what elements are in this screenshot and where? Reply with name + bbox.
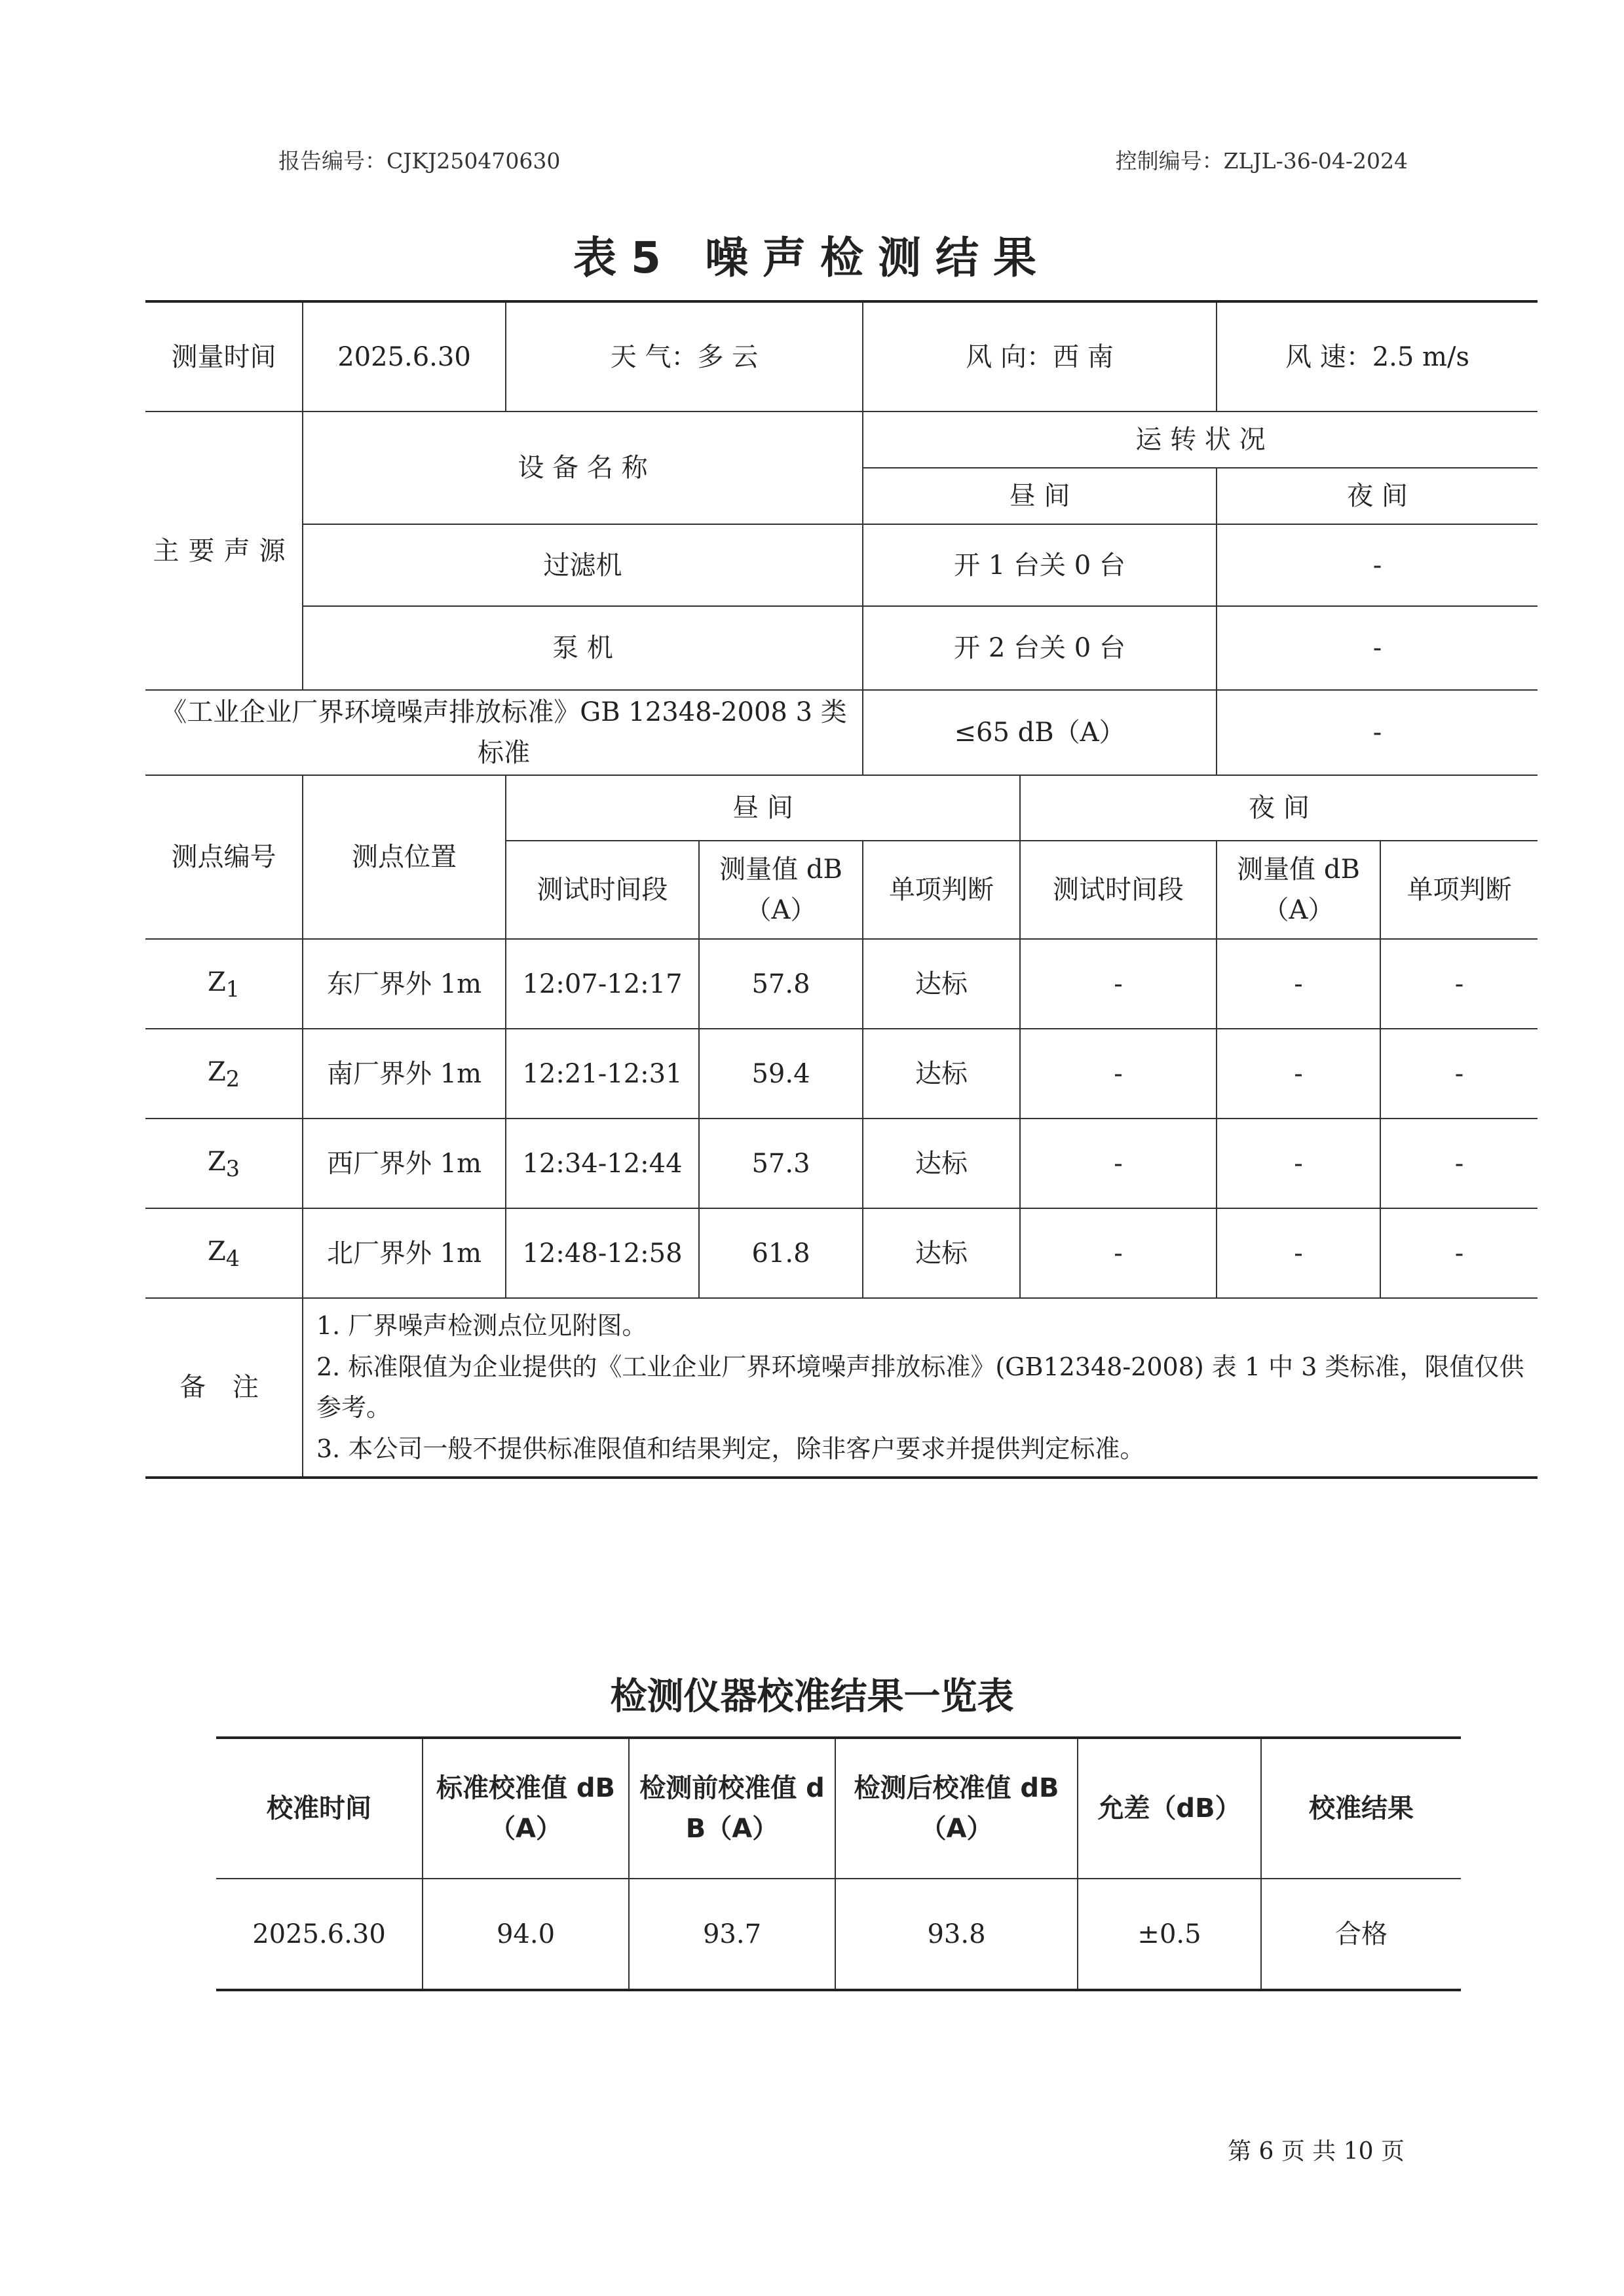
calibration-date: 2025.6.30 <box>216 1879 423 1990</box>
device-name-label: 设 备 名 称 <box>303 411 863 524</box>
device-day-status: 开 1 台关 0 台 <box>863 524 1217 606</box>
standard-label: 《工业企业厂界环境噪声排放标准》GB 12348-2008 3 类标准 <box>145 690 863 775</box>
day-time: 12:48-12:58 <box>506 1208 699 1298</box>
table-row <box>145 1119 1538 1208</box>
col-night-judge: 单项判断 <box>1380 841 1538 939</box>
point-no-sub: 4 <box>225 1245 240 1271</box>
night-group-header: 夜 间 <box>1020 775 1538 841</box>
col-post-value: 检测后校准值 dB（A） <box>835 1738 1078 1879</box>
point-no-main: Z <box>207 966 226 997</box>
weather: 天 气：多 云 <box>506 301 863 411</box>
col-point-location: 测点位置 <box>303 775 506 939</box>
device-name: 泵 机 <box>303 606 863 690</box>
col-tolerance: 允差（dB） <box>1078 1738 1261 1879</box>
post-value: 93.8 <box>835 1879 1078 1990</box>
device-day-status: 开 2 台关 0 台 <box>863 606 1217 690</box>
col-pre-value: 检测前校准值 dB（A） <box>629 1738 835 1879</box>
noise-table-title: 表5 噪声检测结果 <box>573 233 1051 283</box>
night-time: - <box>1020 1208 1217 1298</box>
night-judge: - <box>1380 1119 1538 1208</box>
night-value: - <box>1217 939 1380 1029</box>
point-location: 南厂界外 1m <box>303 1029 506 1119</box>
control-number: 控制编号：ZLJL-36-04-2024 <box>1115 148 1408 174</box>
device-night-status: - <box>1217 524 1538 606</box>
run-status-day: 昼 间 <box>863 468 1217 524</box>
day-group-header: 昼 间 <box>506 775 1020 841</box>
wind-direction: 风 向：西 南 <box>863 301 1217 411</box>
night-value: - <box>1217 1119 1380 1208</box>
table-row <box>145 939 1538 1029</box>
remark-item: 1. 厂界噪声检测点位见附图。 <box>316 1311 647 1340</box>
meas-date: 2025.6.30 <box>303 301 506 411</box>
page-number: 第 6 页 共 10 页 <box>1228 2138 1405 2165</box>
night-value: - <box>1217 1029 1380 1119</box>
remarks-content <box>303 1298 1538 1478</box>
point-location: 西厂界外 1m <box>303 1119 506 1208</box>
point-location: 东厂界外 1m <box>303 939 506 1029</box>
col-result: 校准结果 <box>1261 1738 1461 1879</box>
point-location: 北厂界外 1m <box>303 1208 506 1298</box>
point-no <box>145 939 303 1029</box>
day-value: 59.4 <box>699 1029 863 1119</box>
day-time: 12:21-12:31 <box>506 1029 699 1119</box>
col-night-time: 测试时间段 <box>1020 841 1217 939</box>
day-judge: 达标 <box>863 1029 1020 1119</box>
point-no <box>145 1208 303 1298</box>
pre-value: 93.7 <box>629 1879 835 1990</box>
col-day-judge: 单项判断 <box>863 841 1020 939</box>
calibration-result: 合格 <box>1261 1879 1461 1990</box>
day-time: 12:07-12:17 <box>506 939 699 1029</box>
day-judge: 达标 <box>863 1208 1020 1298</box>
calibration-table-title: 检测仪器校准结果一览表 <box>610 1675 1014 1718</box>
remark-item: 2. 标准限值为企业提供的《工业企业厂界环境噪声排放标准》(GB12348-2008) 表 1 中 3 类标准，限值仅供参考。 <box>316 1352 1524 1423</box>
point-no-main: Z <box>207 1146 226 1177</box>
meas-time-label: 测量时间 <box>145 301 303 411</box>
remarks-label: 备 注 <box>145 1298 303 1478</box>
point-no-main: Z <box>207 1236 226 1267</box>
noise-result-table <box>145 300 1538 1479</box>
run-status-night: 夜 间 <box>1217 468 1538 524</box>
col-day-value: 测量值 dB（A） <box>699 841 863 939</box>
col-day-time: 测试时间段 <box>506 841 699 939</box>
day-judge: 达标 <box>863 939 1020 1029</box>
device-name: 过滤机 <box>303 524 863 606</box>
table-row <box>145 1029 1538 1119</box>
day-value: 57.3 <box>699 1119 863 1208</box>
day-value: 61.8 <box>699 1208 863 1298</box>
night-judge: - <box>1380 1208 1538 1298</box>
main-source-label: 主要声源 <box>145 411 303 690</box>
night-time: - <box>1020 1029 1217 1119</box>
point-no <box>145 1119 303 1208</box>
night-value: - <box>1217 1208 1380 1298</box>
col-point-no: 测点编号 <box>145 775 303 939</box>
col-night-value: 测量值 dB（A） <box>1217 841 1380 939</box>
standard-night-limit: - <box>1217 690 1538 775</box>
device-night-status: - <box>1217 606 1538 690</box>
run-status-label: 运 转 状 况 <box>863 411 1538 468</box>
day-time: 12:34-12:44 <box>506 1119 699 1208</box>
table-row <box>216 1879 1461 1990</box>
report-number: 报告编号：CJKJ250470630 <box>278 148 561 174</box>
day-value: 57.8 <box>699 939 863 1029</box>
night-judge: - <box>1380 1029 1538 1119</box>
col-standard-value: 标准校准值 dB（A） <box>423 1738 629 1879</box>
point-no-sub: 3 <box>225 1155 240 1181</box>
table-row <box>145 1208 1538 1298</box>
wind-speed: 风 速：2.5 m/s <box>1217 301 1538 411</box>
point-no-sub: 2 <box>225 1065 240 1092</box>
standard-value: 94.0 <box>423 1879 629 1990</box>
night-time: - <box>1020 939 1217 1029</box>
remark-item: 3. 本公司一般不提供标准限值和结果判定，除非客户要求并提供判定标准。 <box>316 1434 1145 1464</box>
point-no-sub: 1 <box>225 976 240 1002</box>
night-judge: - <box>1380 939 1538 1029</box>
point-no-main: Z <box>207 1056 226 1087</box>
tolerance: ±0.5 <box>1078 1879 1261 1990</box>
day-judge: 达标 <box>863 1119 1020 1208</box>
standard-day-limit: ≤65 dB（A） <box>863 690 1217 775</box>
night-time: - <box>1020 1119 1217 1208</box>
point-no <box>145 1029 303 1119</box>
calibration-table <box>216 1736 1461 1991</box>
col-calibration-time: 校准时间 <box>216 1738 423 1879</box>
